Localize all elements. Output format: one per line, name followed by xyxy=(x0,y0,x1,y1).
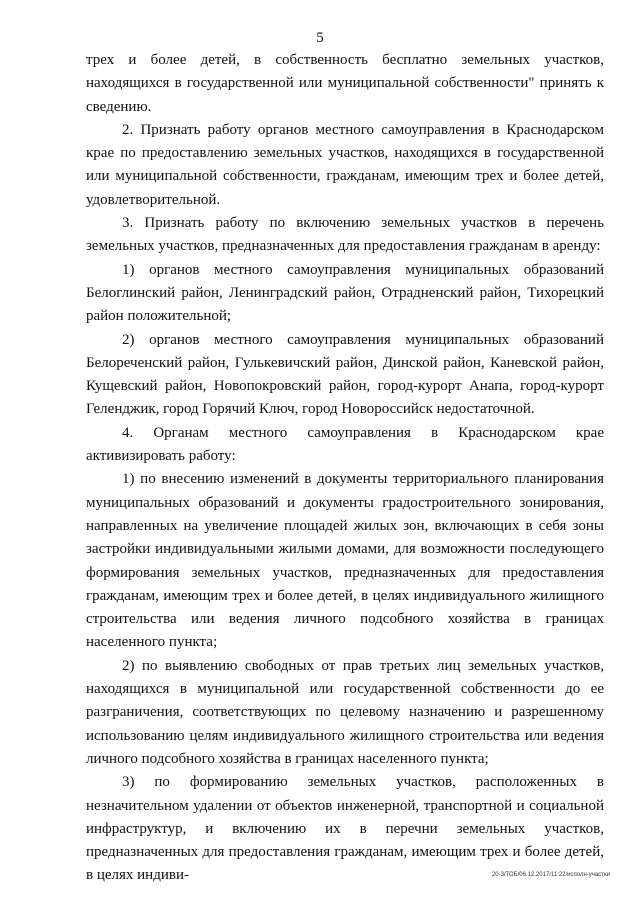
paragraph-subitem-4-1: 1) по внесению изменений в документы территориального планирования муниципальных образований и документы градостроительного зонирования, направленных на увеличение площадей жилых зон, включающих в себя зоны застройки индивидуальными жилыми домами, для возможности последующего формирования земельных участков, предназначенных для предоставления гражданам, имеющим трех и более детей, в целях индивидуального жилищного строительства или ведения личного подсобного хозяйства в границах населенного пункта; xyxy=(86,471,604,651)
page-number: 5 xyxy=(316,30,324,46)
document-body xyxy=(86,49,604,888)
paragraph-subitem-3-1: 1) органов местного самоуправления муниципальных образований Белоглинский район, Ленинградский район, Отрадненский район, Тихорецкий район положительной; xyxy=(86,261,604,325)
paragraph-item-3: 3. Признать работу по включению земельных участков в перечень земельных участков, предназначенных для предоставления гражданам в аренду: xyxy=(86,215,604,255)
paragraph-subitem-3-2: 2) органов местного самоуправления муниципальных образований Белореченский район, Гулькевичский район, Динской район, Каневской район, Кущевский район, Новопокровский район, город-курорт Анапа, город-курорт Геленджик, город Горячий Ключ, город Новороссийск недостаточной. xyxy=(86,331,604,418)
paragraph-subitem-4-2: 2) по выявлению свободных от прав третьих лиц земельных участков, находящихся в муниципальной или государственной собственности до ее разграничения, соответствующих по целевому назначению и разрешенному использованию целям индивидуального жилищного строительства или ведения личного подсобного хозяйства в границах населенного пункта; xyxy=(86,657,604,767)
paragraph-subitem-4-3: 3) по формированию земельных участков, расположенных в незначительном удалении от объектов инженерной, транспортной и социальной инфраструктур, и включению их в перечни земельных участков, предназначенных для предоставления гражданам, имеющим трех и более детей, в целях индиви- xyxy=(86,774,604,884)
paragraph-item-4: 4. Органам местного самоуправления в Краснодарском крае активизировать работу: xyxy=(86,424,604,465)
paragraph-continuation: трех и более детей, в собственность бесплатно земельных участков, находящихся в государственной или муниципальной собственности" принять к сведению. xyxy=(86,52,604,115)
footer-reference: 20-3/ТОБ/06.12.2017/11:22/исполн-участки xyxy=(491,872,610,878)
paragraph-item-2: 2. Признать работу органов местного самоуправления в Краснодарском крае по предоставлению земельных участков, находящихся в государственной или муниципальной собственности, гражданам, имеющим трех и более детей, удовлетворительной. xyxy=(86,121,604,208)
